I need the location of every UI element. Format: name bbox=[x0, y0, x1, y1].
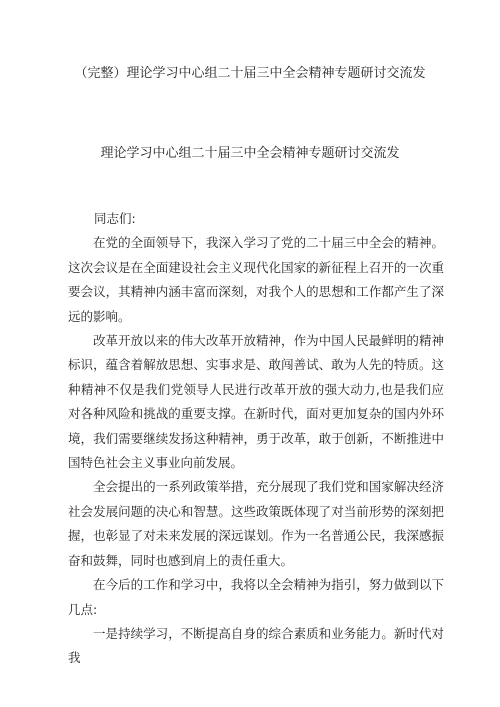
paragraph: 在党的全面领导下，我深入学习了党的二十届三中全会的精神。这次会议是在全面建设社会主义现代化国家的新征程上召开的一次重要会议，其精神内涵丰富而深刻，对我个人的思想和工作都产生了深远的影响。 bbox=[68, 235, 444, 324]
paragraph: 全会提出的一系列政策举措，充分展现了我们党和国家解决经济社会发展问题的决心和智慧。这些政策既体现了对当前形势的深刻把握，也彰显了对未来发展的深远谋划。作为一名普通公民，我深感振奋和鼓舞，同时也感到肩上的责任重大。 bbox=[68, 479, 444, 568]
paragraph: 一是持续学习，不断提高自身的综合素质和业务能力。新时代对我 bbox=[68, 625, 444, 666]
paragraph: 在今后的工作和学习中，我将以全会精神为指引，努力做到以下几点: bbox=[68, 577, 444, 617]
greeting: 同志们: bbox=[94, 211, 136, 226]
paragraph: 改革开放以来的伟大改革开放精神，作为中国人民最鲜明的精神标识，蕴含着解放思想、实事求是、敢闯善试、敢为人先的特质。这种精神不仅是我们党领导人民进行改革开放的强大动力,也是我们应对各种风险和挑战的重要支撑。在新时代，面对更加复杂的国内外环境，我们需要继续发扬这种精神，勇于改革，敢于创新，不断推进中国特色社会主义事业向前发展。 bbox=[68, 333, 444, 471]
document-body bbox=[68, 207, 444, 671]
page-header-title: （完整）理论学习中心组二十届三中全会精神专题研讨交流发 bbox=[74, 66, 426, 81]
document-title: 理论学习中心组二十届三中全会精神专题研讨交流发 bbox=[100, 146, 400, 161]
